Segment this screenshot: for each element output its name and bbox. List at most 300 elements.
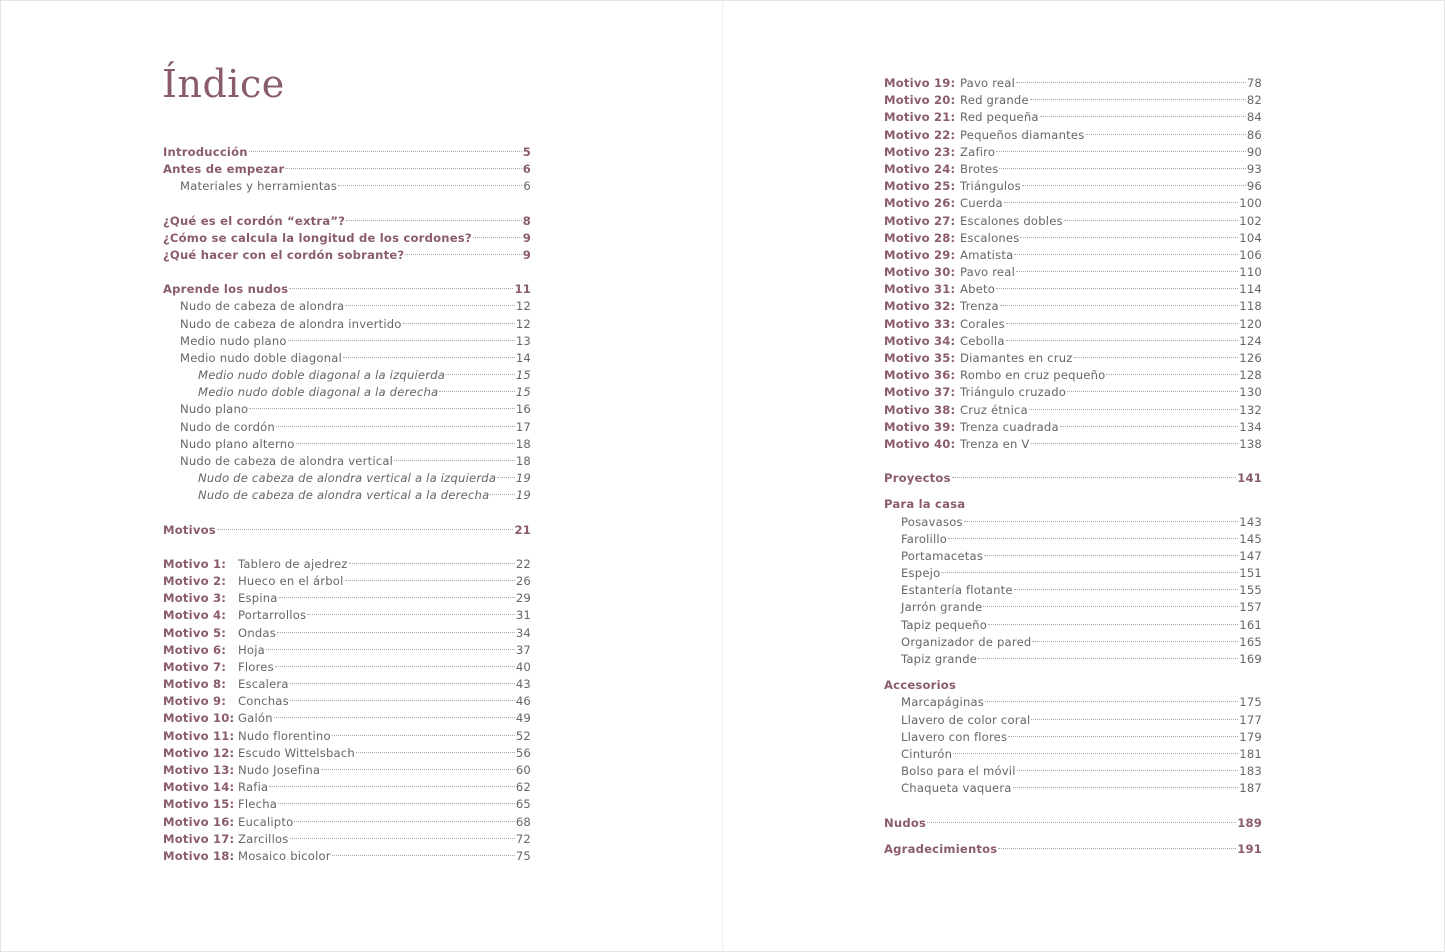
toc-entry[interactable] (163, 213, 531, 230)
toc-dot-leader (953, 753, 1238, 754)
toc-entry-title: Escudo Wittelsbach (238, 745, 355, 760)
toc-entry[interactable] (884, 514, 1262, 531)
toc-entry-title: Ondas (238, 625, 276, 640)
toc-motif-number: Motivo 9: (163, 694, 227, 709)
toc-motif-number: Motivo 12: (163, 745, 235, 760)
toc-entry-title: Red pequeña (960, 110, 1039, 125)
toc-entry-title: Triángulo cruzado (960, 385, 1067, 400)
toc-motif-number: Motivo 10: (163, 711, 235, 726)
toc-entry[interactable] (163, 281, 531, 298)
toc-entry[interactable] (884, 694, 1262, 711)
toc-entry[interactable] (163, 659, 531, 676)
toc-motif-number: Motivo 3: (163, 591, 227, 606)
toc-entry[interactable] (884, 144, 1262, 161)
toc-spacer (163, 196, 531, 213)
toc-motif-number: Motivo 16: (163, 814, 235, 829)
toc-entry-title: Rombo en cruz pequeño (960, 368, 1106, 383)
toc-entry-title: Rafia (238, 780, 269, 795)
toc-dot-leader (1020, 237, 1238, 238)
toc-entry-title: Posavasos (901, 514, 963, 529)
toc-entry[interactable] (884, 109, 1262, 126)
toc-entry[interactable] (163, 762, 531, 779)
toc-dot-leader (266, 649, 515, 650)
toc-entry-title: Materiales y herramientas (180, 179, 338, 194)
toc-page-number: 151 (1239, 566, 1262, 581)
toc-entry-title: Brotes (960, 161, 999, 176)
toc-entry[interactable] (884, 75, 1262, 92)
toc-page-number: 169 (1239, 652, 1262, 666)
toc-dot-leader (288, 340, 515, 341)
toc-entry[interactable] (163, 298, 531, 315)
toc-page-number: 114 (1239, 282, 1262, 297)
toc-entry[interactable] (163, 401, 531, 418)
toc-entry[interactable] (884, 281, 1262, 298)
toc-page-number: 52 (515, 728, 531, 743)
toc-entry-title: Hoja (238, 642, 265, 657)
toc-page-number: 145 (1239, 531, 1262, 546)
toc-entry[interactable] (884, 213, 1262, 230)
toc-entry-title: Nudo de cabeza de alondra vertical (180, 454, 394, 468)
toc-entry-title: Estantería flotante (901, 583, 1013, 598)
toc-entry[interactable] (163, 745, 531, 762)
toc-dot-leader (1013, 787, 1239, 788)
toc-section-heading (884, 496, 1262, 513)
toc-page-number: 31 (515, 608, 531, 623)
toc-entry-title: Medio nudo plano (180, 333, 287, 348)
toc-dot-leader (1014, 254, 1238, 255)
toc-entry-title: Para la casa (884, 497, 966, 512)
toc-page-number: 102 (1239, 213, 1262, 228)
toc-entry-title: Bolso para el móvil (901, 764, 1016, 779)
toc-entry[interactable] (163, 487, 531, 504)
toc-page-number: 62 (515, 780, 531, 795)
toc-dot-leader (345, 305, 514, 306)
toc-dot-leader (332, 855, 515, 856)
toc-entry-title: Nudo de cabeza de alondra vertical a la derecha (198, 488, 490, 503)
toc-motif-number: Motivo 24: (884, 161, 956, 176)
toc-motif-number: Motivo 6: (163, 642, 227, 657)
toc-motif-number: Motivo 17: (163, 831, 235, 846)
toc-entry-title: Nudo de cabeza de alondra vertical a la izquierda (198, 471, 497, 486)
toc-entry[interactable] (884, 470, 1262, 487)
toc-motif-number: Motivo 36: (884, 368, 956, 383)
toc-entry[interactable] (163, 556, 531, 573)
toc-entry[interactable] (884, 419, 1262, 436)
toc-page-number: 72 (515, 831, 531, 846)
toc-entry[interactable] (163, 710, 531, 727)
toc-page-number: 90 (1246, 144, 1262, 159)
toc-entry[interactable] (163, 436, 531, 453)
toc-spacer (163, 264, 531, 281)
toc-entry[interactable] (884, 565, 1262, 582)
toc-entry-title: Introducción (163, 145, 248, 159)
toc-page-number: 175 (1239, 695, 1262, 710)
toc-entry[interactable] (163, 607, 531, 624)
toc-entry[interactable] (163, 247, 531, 264)
toc-entry-title: Marcapáginas (901, 695, 985, 710)
toc-entry[interactable] (163, 676, 531, 693)
toc-page-number: 6 (522, 162, 531, 177)
toc-page-number: 11 (514, 282, 531, 297)
toc-page-number: 37 (515, 642, 531, 657)
toc-entry[interactable] (163, 831, 531, 848)
toc-page-number: 40 (515, 659, 531, 674)
toc-dot-leader (290, 700, 515, 701)
toc-entry[interactable] (884, 815, 1262, 832)
toc-dot-leader (346, 220, 522, 221)
toc-entry[interactable] (163, 728, 531, 745)
toc-page-number: 49 (515, 711, 531, 726)
toc-motif-number: Motivo 11: (163, 728, 235, 743)
toc-entry-title: Chaqueta vaquera (901, 781, 1012, 796)
toc-entry-title: Trenza en V (960, 436, 1030, 451)
toc-dot-leader (1031, 443, 1239, 444)
toc-page-number: 6 (523, 179, 531, 194)
book-spine (722, 0, 723, 952)
toc-entry[interactable] (163, 230, 531, 247)
toc-entry-title: Antes de empezar (163, 162, 285, 177)
toc-entry[interactable] (884, 333, 1262, 350)
toc-motif-number: Motivo 38: (884, 402, 956, 417)
toc-page-number: 60 (515, 763, 531, 777)
toc-entry[interactable] (884, 230, 1262, 247)
toc-dot-leader (290, 683, 515, 684)
toc-entry[interactable] (163, 144, 531, 161)
toc-page-number: 157 (1239, 600, 1262, 615)
toc-page-number: 93 (1246, 161, 1262, 176)
toc-entry[interactable] (163, 350, 531, 367)
toc-entry[interactable] (163, 384, 531, 401)
toc-entry-title: Mosaico bicolor (238, 848, 331, 863)
toc-entry[interactable] (884, 316, 1262, 333)
toc-entry-title: Pavo real (960, 76, 1015, 90)
toc-entry-title: Aprende los nudos (163, 282, 289, 297)
toc-motif-number: Motivo 27: (884, 213, 956, 228)
toc-entry-title: Nudo de cordón (180, 419, 275, 434)
toc-dot-leader (217, 529, 514, 530)
toc-entry[interactable] (884, 92, 1262, 109)
toc-entry-title: Portamacetas (901, 548, 984, 563)
toc-page-number: 179 (1239, 729, 1262, 744)
toc-entry-title: Nudo plano (180, 402, 249, 417)
toc-entry-title: Escalones dobles (960, 213, 1063, 228)
toc-entry[interactable] (884, 651, 1262, 668)
toc-motif-number: Motivo 25: (884, 179, 956, 194)
toc-entry-title: Nudo de cabeza de alondra (180, 299, 345, 314)
toc-entry[interactable] (884, 599, 1262, 616)
toc-motif-number: Motivo 13: (163, 763, 235, 777)
toc-spacer (884, 453, 1262, 470)
toc-entry-title: Farolillo (901, 531, 948, 546)
toc-entry[interactable] (163, 453, 531, 470)
toc-entry-title: Zafiro (960, 144, 996, 159)
toc-entry-title: Triángulos (960, 179, 1021, 194)
toc-entry[interactable] (884, 161, 1262, 178)
toc-motif-number: Motivo 22: (884, 127, 956, 142)
toc-dot-leader (1040, 116, 1246, 117)
toc-dot-leader (1067, 391, 1238, 392)
toc-page-number: 118 (1239, 299, 1262, 314)
toc-entry-title: Agradecimientos (884, 841, 998, 856)
toc-entry[interactable] (884, 298, 1262, 315)
toc-dot-leader (1014, 589, 1239, 590)
toc-page-number: 21 (514, 522, 531, 537)
toc-page-number: 165 (1239, 634, 1262, 649)
toc-motif-number: Motivo 19: (884, 76, 956, 90)
toc-entry[interactable] (163, 796, 531, 813)
toc-motif-number: Motivo 31: (884, 282, 956, 297)
toc-entry-title: Escalera (238, 677, 289, 692)
toc-entry-title: Zarcillos (238, 831, 289, 846)
toc-page-number: 75 (515, 848, 531, 863)
toc-entry[interactable] (163, 522, 531, 539)
toc-entry-title: Escalones (960, 230, 1020, 245)
toc-page-number: 17 (515, 419, 531, 434)
toc-motif-number: Motivo 30: (884, 265, 956, 280)
toc-spacer (884, 487, 1262, 496)
toc-motif-number: Motivo 26: (884, 196, 956, 211)
toc-entry[interactable] (884, 634, 1262, 651)
toc-page-number: 43 (515, 677, 531, 692)
toc-entry-title: Galón (238, 711, 273, 726)
toc-dot-leader (290, 838, 515, 839)
toc-dot-leader (1016, 82, 1246, 83)
toc-entry-title: Cuerda (960, 196, 1003, 211)
toc-dot-leader (289, 288, 513, 289)
toc-dot-leader (394, 460, 515, 461)
toc-page-number: 46 (515, 694, 531, 709)
toc-dot-leader (964, 521, 1239, 522)
toc-entry-title: Tapiz grande (901, 652, 978, 666)
toc-page-number: 14 (515, 350, 531, 365)
toc-dot-leader (978, 658, 1238, 659)
toc-page-number: 96 (1246, 179, 1262, 194)
toc-entry[interactable] (163, 590, 531, 607)
toc-right-column (884, 75, 1262, 858)
toc-entry[interactable] (163, 333, 531, 350)
toc-page-number: 12 (515, 316, 531, 331)
toc-entry[interactable] (163, 161, 531, 178)
toc-spacer (884, 798, 1262, 815)
toc-entry-title: Cinturón (901, 746, 953, 761)
toc-page-number: 15 (515, 368, 531, 383)
toc-entry[interactable] (884, 402, 1262, 419)
toc-entry-title: Flecha (238, 797, 278, 812)
toc-spacer (884, 832, 1262, 841)
toc-entry[interactable] (163, 814, 531, 831)
toc-entry[interactable] (884, 582, 1262, 599)
toc-dot-leader (996, 151, 1246, 152)
toc-dot-leader (1000, 305, 1239, 306)
toc-entry[interactable] (884, 436, 1262, 453)
toc-page-number: 29 (515, 591, 531, 606)
toc-entry-title: Accesorios (884, 678, 957, 693)
toc-entry[interactable] (884, 531, 1262, 548)
toc-spacer (163, 505, 531, 522)
toc-dot-leader (1031, 719, 1238, 720)
toc-page-number: 18 (515, 454, 531, 468)
toc-entry[interactable] (163, 316, 531, 333)
toc-entry[interactable] (884, 729, 1262, 746)
toc-page-number: 104 (1239, 230, 1262, 245)
toc-dot-leader (1004, 202, 1238, 203)
toc-dot-leader (998, 848, 1236, 849)
toc-entry[interactable] (884, 763, 1262, 780)
toc-entry[interactable] (884, 127, 1262, 144)
toc-entry[interactable] (163, 642, 531, 659)
toc-page-number: 9 (522, 247, 531, 262)
toc-dot-leader (307, 614, 515, 615)
toc-entry-title: Portarrollos (238, 608, 307, 623)
toc-entry[interactable] (163, 779, 531, 796)
toc-dot-leader (275, 666, 515, 667)
toc-motif-number: Motivo 33: (884, 316, 956, 331)
toc-dot-leader (269, 786, 515, 787)
toc-motif-number: Motivo 21: (884, 110, 956, 125)
toc-entry[interactable] (884, 350, 1262, 367)
toc-entry[interactable] (884, 746, 1262, 763)
toc-page-number: 15 (515, 385, 531, 400)
toc-dot-leader (321, 769, 515, 770)
toc-left-column (163, 144, 531, 865)
toc-page-number: 18 (515, 436, 531, 451)
toc-page-number: 143 (1239, 514, 1262, 529)
toc-page-number: 65 (515, 797, 531, 812)
toc-entry[interactable] (163, 367, 531, 384)
toc-dot-leader (1032, 641, 1238, 642)
toc-entry[interactable] (163, 573, 531, 590)
toc-motif-number: Motivo 37: (884, 385, 956, 400)
toc-entry-title: Organizador de pared (901, 634, 1032, 649)
toc-entry-title: Medio nudo doble diagonal (180, 350, 342, 365)
toc-dot-leader (345, 580, 515, 581)
toc-page-number: 181 (1239, 746, 1262, 761)
toc-spacer (884, 668, 1262, 677)
toc-dot-leader (984, 555, 1238, 556)
toc-dot-leader (249, 408, 515, 409)
toc-page-number: 26 (515, 573, 531, 588)
toc-entry[interactable] (163, 178, 531, 195)
toc-dot-leader (941, 572, 1238, 573)
toc-page-number: 120 (1239, 316, 1262, 331)
toc-entry[interactable] (884, 841, 1262, 858)
toc-dot-leader (948, 538, 1238, 539)
toc-dot-leader (1017, 770, 1239, 771)
toc-entry[interactable] (884, 548, 1262, 565)
toc-motif-number: Motivo 8: (163, 677, 227, 692)
toc-entry-title: Llavero de color coral (901, 712, 1031, 727)
toc-entry[interactable] (884, 367, 1262, 384)
toc-dot-leader (1064, 220, 1238, 221)
toc-entry-title: Tablero de ajedrez (238, 556, 348, 571)
toc-entry-title: Espina (238, 591, 278, 606)
toc-page-number: 106 (1239, 247, 1262, 262)
toc-entry-title: Proyectos (884, 471, 951, 486)
toc-dot-leader (296, 443, 515, 444)
toc-page-number: 22 (515, 556, 531, 571)
toc-entry[interactable] (163, 419, 531, 436)
toc-motif-number: Motivo 23: (884, 144, 956, 159)
toc-entry-title: Pequeños diamantes (960, 127, 1085, 142)
toc-entry[interactable] (884, 384, 1262, 401)
toc-page-number: 82 (1246, 93, 1262, 108)
toc-entry[interactable] (163, 470, 531, 487)
toc-entry-title: Red grande (960, 93, 1029, 108)
toc-motif-number: Motivo 34: (884, 333, 956, 348)
toc-dot-leader (276, 426, 515, 427)
toc-motif-number: Motivo 1: (163, 556, 227, 571)
toc-motif-number: Motivo 4: (163, 608, 227, 623)
toc-dot-leader (490, 494, 514, 495)
toc-dot-leader (405, 254, 521, 255)
toc-motif-number: Motivo 15: (163, 797, 235, 812)
toc-entry[interactable] (884, 264, 1262, 281)
toc-dot-leader (277, 632, 515, 633)
toc-entry-title: Hueco en el árbol (238, 573, 344, 588)
toc-page-number: 132 (1239, 402, 1262, 417)
toc-entry-title: Espejo (901, 566, 941, 581)
toc-page-number: 161 (1239, 617, 1262, 632)
toc-page-number: 5 (522, 145, 531, 159)
toc-entry[interactable] (884, 247, 1262, 264)
toc-entry[interactable] (163, 625, 531, 642)
toc-entry-title: Medio nudo doble diagonal a la derecha (198, 385, 439, 400)
toc-motif-number: Motivo 2: (163, 573, 227, 588)
toc-entry-title: Tapiz pequeño (901, 617, 987, 632)
page-title: Índice (162, 62, 285, 106)
toc-dot-leader (1060, 426, 1238, 427)
toc-dot-leader (249, 151, 522, 152)
toc-entry[interactable] (884, 617, 1262, 634)
toc-entry[interactable] (163, 848, 531, 865)
toc-page-number: 126 (1239, 351, 1262, 365)
toc-entry[interactable] (163, 693, 531, 710)
toc-entry-title: Diamantes en cruz (960, 351, 1073, 365)
toc-page-number: 138 (1239, 436, 1262, 451)
toc-page-number: 155 (1239, 583, 1262, 598)
toc-motif-number: Motivo 29: (884, 247, 956, 262)
toc-dot-leader (294, 821, 514, 822)
toc-page-number: 84 (1246, 110, 1262, 125)
toc-page-number: 8 (522, 213, 531, 228)
toc-entry-title: ¿Cómo se calcula la longitud de los cordones? (163, 230, 472, 245)
toc-page-number: 12 (515, 299, 531, 314)
toc-dot-leader (274, 717, 515, 718)
toc-entry-title: ¿Qué hacer con el cordón sobrante? (163, 247, 405, 262)
toc-entry-title: Cebolla (960, 333, 1005, 348)
toc-entry[interactable] (884, 195, 1262, 212)
toc-entry[interactable] (884, 712, 1262, 729)
toc-page-number: 16 (515, 402, 531, 417)
toc-entry-title: ¿Qué es el cordón “extra”? (163, 213, 346, 228)
toc-entry[interactable] (884, 178, 1262, 195)
toc-section-heading (884, 677, 1262, 694)
toc-entry-title: Flores (238, 659, 274, 674)
toc-motif-number: Motivo 20: (884, 93, 956, 108)
toc-dot-leader (988, 624, 1238, 625)
toc-entry-title: Nudo plano alterno (180, 436, 295, 451)
toc-page-number: 13 (515, 333, 531, 348)
toc-entry-title: Nudo florentino (238, 728, 331, 743)
toc-entry-title: Llavero con flores (901, 729, 1008, 744)
toc-entry[interactable] (884, 780, 1262, 797)
toc-page-number: 191 (1237, 841, 1262, 856)
toc-dot-leader (999, 168, 1245, 169)
toc-motif-number: Motivo 28: (884, 230, 956, 245)
toc-page-number: 141 (1237, 471, 1262, 486)
toc-dot-leader (1006, 323, 1238, 324)
toc-entry-title: Medio nudo doble diagonal a la izquierda (198, 368, 446, 383)
